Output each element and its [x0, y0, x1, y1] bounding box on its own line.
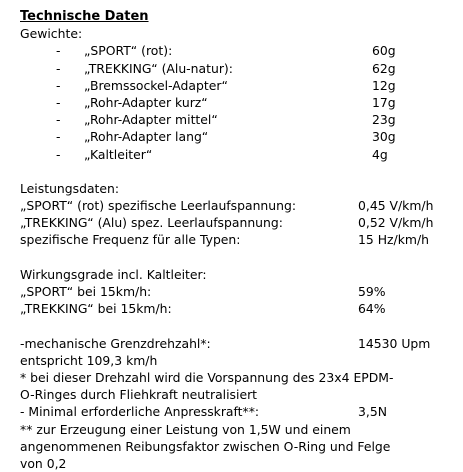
bullet-dash: -	[56, 112, 61, 128]
mech-limit-label: -mechanische Grenzdrehzahl*:	[20, 335, 211, 351]
efficiency-value: 64%	[358, 301, 386, 317]
performance-row	[20, 231, 460, 248]
weight-value: 23g	[372, 112, 396, 128]
footnote-1-line-2: O-Ringes durch Fliehkraft neutralisiert	[20, 387, 258, 403]
weights-heading: Gewichte:	[20, 26, 83, 42]
footnote-1-line-1: * bei dieser Drehzahl wird die Vorspannung des 23x4 EPDM-	[20, 369, 394, 385]
performance-heading: Leistungsdaten:	[20, 180, 120, 196]
bullet-dash: -	[56, 129, 61, 145]
efficiency-value: 59%	[358, 284, 386, 299]
bullet-dash: -	[56, 43, 61, 59]
performance-row	[20, 197, 460, 214]
performance-label: „TREKKING“ (Alu) spez. Leerlaufspannung:	[20, 215, 283, 231]
efficiency-heading: Wirkungsgrade incl. Kaltleiter:	[20, 266, 207, 282]
weight-value: 4g	[372, 146, 388, 162]
spacer	[20, 317, 460, 334]
weight-row	[20, 128, 460, 145]
mech-limit-row	[20, 335, 460, 352]
bullet-dash: -	[56, 77, 61, 93]
weight-label: „Rohr-Adapter lang“	[84, 129, 209, 145]
weight-value: 30g	[372, 129, 396, 145]
weight-label: „Rohr-Adapter mittel“	[84, 112, 218, 128]
weight-row	[20, 77, 460, 94]
footnote-2-line-1: ** zur Erzeugung einer Leistung von 1,5W und einem	[20, 421, 351, 437]
efficiency-label: „TREKKING“ bei 15km/h:	[20, 301, 172, 317]
weight-label: „SPORT“ (rot):	[84, 43, 173, 59]
efficiency-label: „SPORT“ bei 15km/h:	[20, 284, 152, 299]
weight-value: 17g	[372, 94, 396, 110]
technical-data-document	[20, 8, 460, 472]
performance-value: 0,45 V/km/h	[358, 198, 434, 214]
weight-row	[20, 111, 460, 128]
efficiency-row	[20, 300, 460, 317]
weight-row	[20, 94, 460, 111]
min-force-row	[20, 403, 460, 420]
bullet-dash: -	[56, 146, 61, 162]
weight-label: „Rohr-Adapter kurz“	[84, 94, 208, 110]
bullet-dash: -	[56, 60, 61, 76]
footnote-2-line-2: angenommenen Reibungsfaktor zwischen O-Ring und Felge	[20, 438, 391, 454]
mech-limit-value: 14530 Upm	[358, 335, 431, 351]
min-force-label: - Minimal erforderliche Anpresskraft**:	[20, 404, 260, 420]
footnote-2-line-3: von 0,2	[20, 455, 67, 471]
spacer	[20, 249, 460, 266]
document-title: Technische Daten	[20, 9, 149, 24]
efficiency-row	[20, 283, 460, 300]
performance-label: spezifische Frequenz für alle Typen:	[20, 232, 241, 248]
weight-value: 62g	[372, 60, 396, 76]
weight-value: 12g	[372, 77, 396, 93]
performance-row	[20, 214, 460, 231]
weight-label: „Bremssockel-Adapter“	[84, 77, 228, 93]
performance-value: 0,52 V/km/h	[358, 215, 434, 231]
weight-row	[20, 60, 460, 77]
weight-label: „Kaltleiter“	[84, 146, 153, 162]
min-force-value: 3,5N	[358, 404, 387, 420]
weight-row	[20, 146, 460, 163]
weight-row	[20, 42, 460, 59]
bullet-dash: -	[56, 94, 61, 110]
weight-value: 60g	[372, 43, 396, 59]
mech-speed-text: entspricht 109,3 km/h	[20, 352, 158, 368]
performance-value: 15 Hz/km/h	[358, 232, 429, 248]
performance-label: „SPORT“ (rot) spezifische Leerlaufspannung:	[20, 198, 297, 214]
weight-label: „TREKKING“ (Alu-natur):	[84, 60, 233, 76]
spacer	[20, 163, 460, 180]
